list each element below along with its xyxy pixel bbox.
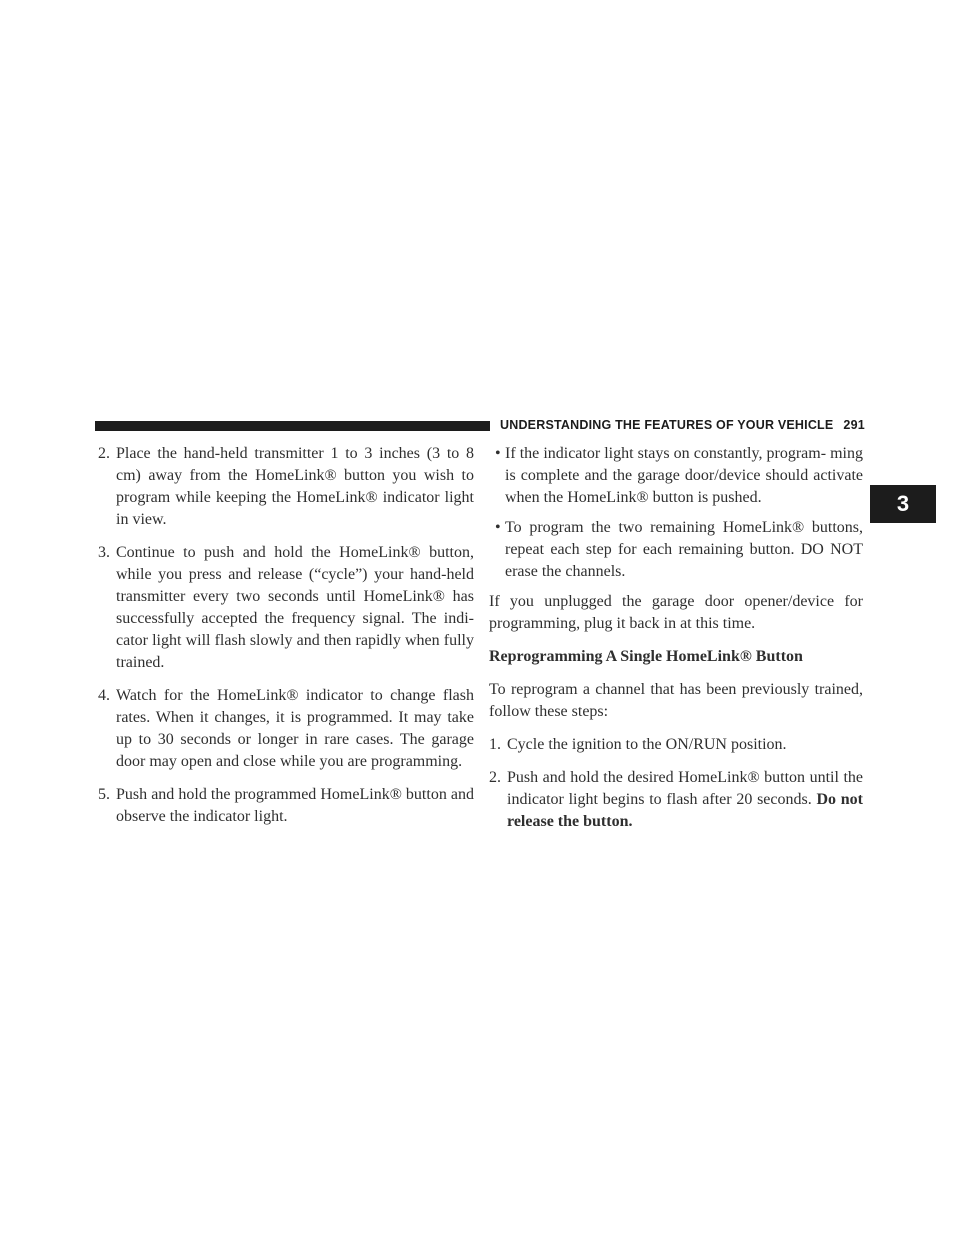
item-text: Push and hold the programmed HomeLink® button and observe the indicator light. [116,786,474,825]
list-item [98,784,474,828]
page-number: 291 [843,418,865,432]
item-number: 1. [489,736,501,753]
item-number: 3. [98,544,110,561]
item-number: 2. [98,445,110,462]
running-header [500,418,865,432]
bullet-text: If the indicator light stays on constantly, program- ming is complete and the garage door/device should activate when the HomeLink® button is pushed. [505,445,863,506]
section-title: UNDERSTANDING THE FEATURES OF YOUR VEHICLE [500,418,834,432]
item-number: 2. [489,769,501,786]
step-emphasis: Do not release the button. [507,791,864,830]
list-item [98,685,474,773]
step-text: Push and hold the desired HomeLink® button until the indicator light begins to flash after 20 seconds. [507,769,863,808]
step-text: Cycle the ignition to the ON/RUN position. [507,736,787,753]
paragraph-intro: To reprogram a channel that has been previously trained, follow these steps: [489,681,863,720]
list-item [98,443,474,531]
right-column [489,443,863,844]
chapter-tab: 3 [870,485,936,523]
bullet-item [489,443,863,509]
item-text: Continue to push and hold the HomeLink® button, while you press and release (“cycle”) your hand-held transmitter every two seconds until HomeLink® has successfully accepted the frequency signal. The indi- cator light will flash slowly and then rapidly when fully trained. [116,544,474,671]
item-text: Watch for the HomeLink® indicator to change flash rates. When it changes, it is programmed. It may take up to 30 seconds or longer in rare cases. The garage door may open and close while you are programming. [116,687,474,770]
subheading: Reprogramming A Single HomeLink® Button [489,648,803,665]
paragraph-unplugged: If you unplugged the garage door opener/device for programming, plug it back in at this time. [489,593,863,632]
header-rule [95,421,490,431]
bullet-icon: • [495,445,501,462]
left-column [98,443,474,839]
bullet-text: To program the two remaining HomeLink® buttons, repeat each step for each remaining button. DO NOT erase the channels. [505,519,863,580]
list-item [489,734,863,756]
item-number: 4. [98,687,110,704]
item-text [507,767,863,833]
item-number: 5. [98,786,110,803]
item-text [507,734,863,756]
list-item [489,767,863,833]
bullet-item [489,517,863,583]
list-item [98,542,474,674]
bullet-icon: • [495,519,501,536]
item-text: Place the hand-held transmitter 1 to 3 inches (3 to 8 cm) away from the HomeLink® button you wish to program while keeping the HomeLink® indicator light in view. [116,445,474,528]
